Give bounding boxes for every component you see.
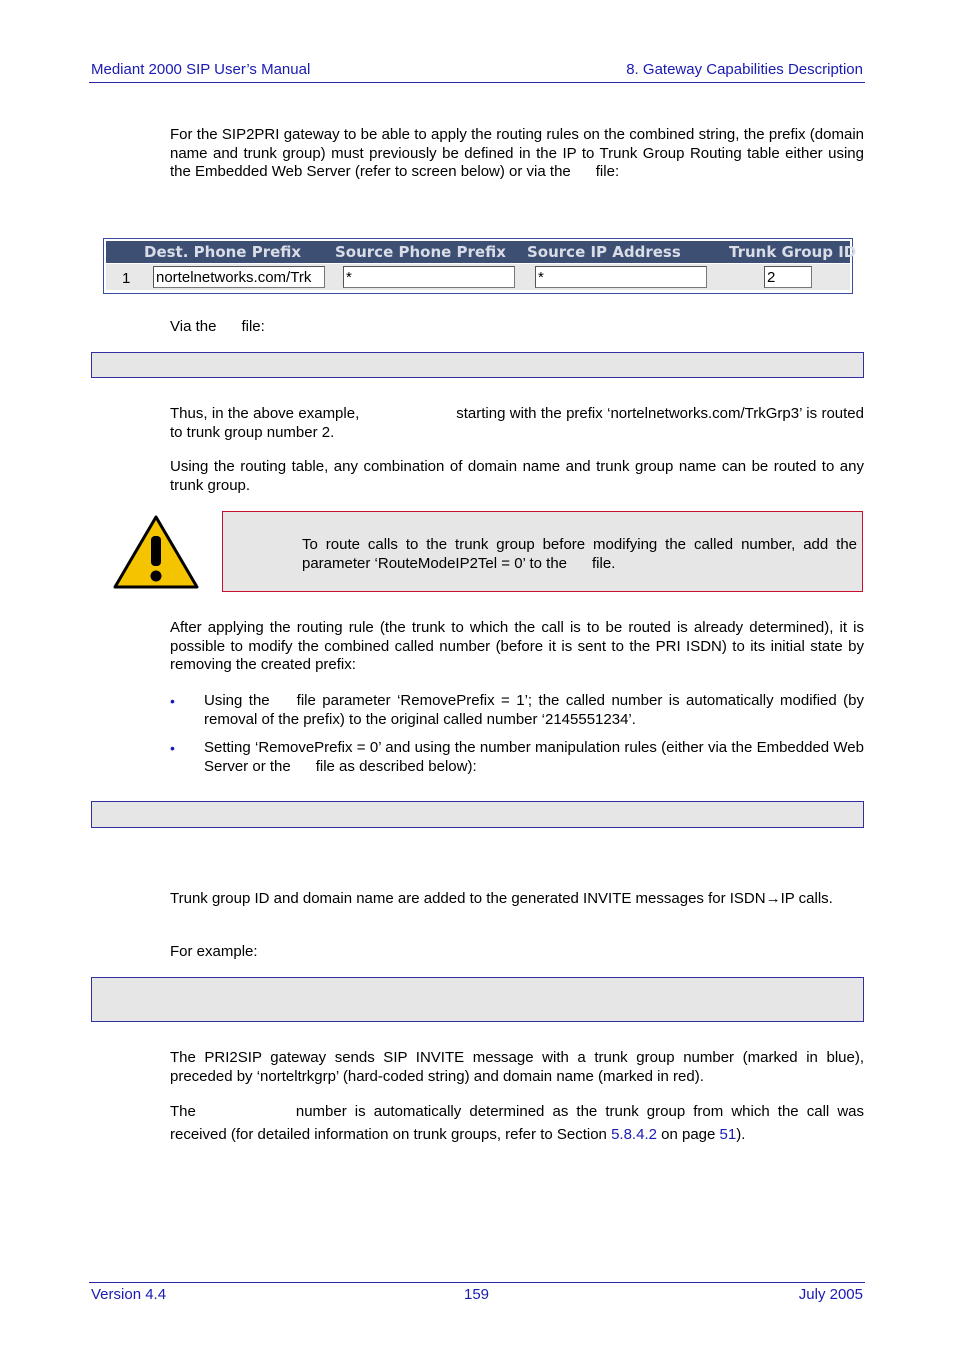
col-dest-phone-prefix: Dest. Phone Prefix bbox=[144, 243, 302, 261]
via-text-2: file: bbox=[241, 318, 265, 335]
note-box bbox=[222, 511, 863, 592]
row-index: 1 bbox=[122, 270, 131, 287]
bullet-marker: • bbox=[170, 693, 175, 709]
routing-table-paragraph: Using the routing table, any combination of domain name and trunk group name can be routed to any trunk group. bbox=[170, 458, 864, 494]
thus-text-2: starting with the prefix ‘nortelnetworks.com/TrkGrp3’ is routed to trunk group number 2. bbox=[170, 405, 864, 441]
col-source-phone-prefix: Source Phone Prefix bbox=[335, 243, 506, 261]
header-chapter-title: 8. Gateway Capabilities Description bbox=[626, 61, 863, 78]
after-paragraph: After applying the routing rule (the trunk to which the call is to be routed is already determined), it is possible to modify the combined called number (before it is sent to the PRI ISDN) to its initial state by removing the created prefix: bbox=[170, 619, 864, 674]
col-trunk-group-id: Trunk Group ID bbox=[729, 243, 857, 261]
pri2sip-paragraph: The PRI2SIP gateway sends SIP INVITE message with a trunk group number (marked in blue), preceded by ‘norteltrkgrp’ (hard-coded string) and domain name (marked in red). bbox=[170, 1049, 864, 1085]
thus-paragraph bbox=[170, 405, 864, 442]
dest-prefix-input[interactable]: nortelnetworks.com/Trk bbox=[153, 266, 325, 288]
the-number-text-1: The bbox=[170, 1103, 196, 1120]
warning-icon bbox=[113, 514, 199, 590]
the-number-text-3: on page bbox=[661, 1125, 716, 1143]
note-text-1: To route calls to the trunk group before modifying the called number, add the parameter ‘RouteModeIP2Tel = 0’ to the bbox=[302, 536, 857, 572]
section-link[interactable]: 5.8.4.2 bbox=[611, 1125, 657, 1143]
note-text-2: file. bbox=[592, 554, 616, 572]
bullet-1-text-2: file parameter ‘RemovePrefix = 1’; the called number is automatically modified (by removal of the prefix) to the original called number ‘2145551234’. bbox=[204, 692, 865, 728]
thus-text-1: Thus, in the above example, bbox=[170, 405, 360, 422]
ip-to-trunk-routing-table bbox=[103, 238, 857, 294]
footer-version: Version 4.4 bbox=[91, 1286, 167, 1303]
footer-page-number: 159 bbox=[464, 1286, 490, 1303]
table-row bbox=[106, 264, 850, 290]
footer-rule bbox=[89, 1282, 865, 1283]
header-manual-title: Mediant 2000 SIP User’s Manual bbox=[91, 61, 311, 78]
list-item bbox=[204, 739, 864, 776]
bullet-marker: • bbox=[170, 740, 175, 756]
source-prefix-input[interactable]: * bbox=[343, 266, 515, 288]
the-number-text-4: ). bbox=[736, 1125, 746, 1143]
ini-code-box-2 bbox=[91, 801, 864, 828]
bullet-2-text-1: Setting ‘RemovePrefix = 0’ and using the number manipulation rules (either via the Embedded Web Server or the bbox=[204, 739, 864, 775]
the-number-paragraph bbox=[170, 1101, 864, 1146]
for-example-paragraph: For example: bbox=[170, 943, 258, 960]
page-link[interactable]: 51 bbox=[719, 1125, 737, 1143]
trunk-group-id-input[interactable]: 2 bbox=[764, 266, 812, 288]
header-rule bbox=[89, 82, 865, 83]
list-item bbox=[204, 692, 864, 729]
ini-code-box-1 bbox=[91, 352, 864, 378]
intro-text-1: For the SIP2PRI gateway to be able to apply the routing rules on the combined string, the prefix (domain name and trunk group) must previously be defined in the IP to Trunk Group Routing table either using the Embedded Web Server (refer to screen below) or via the bbox=[170, 126, 864, 181]
table-header-row bbox=[106, 241, 857, 263]
via-text-1: Via the bbox=[170, 318, 217, 335]
note-text bbox=[302, 536, 857, 573]
bullet-1-text-1: Using the bbox=[204, 692, 270, 709]
the-number-text-2: number is automatically determined as the trunk group from which the call was received (for detailed information on trunk groups, refer to Section bbox=[170, 1103, 864, 1143]
col-source-ip-address: Source IP Address bbox=[527, 243, 681, 261]
trunk-group-id-paragraph: Trunk group ID and domain name are added to the generated INVITE messages for ISDN→IP calls. bbox=[170, 890, 833, 907]
intro-text-2: file: bbox=[595, 163, 620, 181]
invite-example-box bbox=[91, 977, 864, 1022]
intro-paragraph bbox=[170, 126, 864, 182]
footer-date: July 2005 bbox=[798, 1286, 863, 1303]
via-paragraph bbox=[170, 318, 864, 337]
bullet-2-text-2: file as described below): bbox=[315, 757, 477, 775]
source-ip-input[interactable]: * bbox=[535, 266, 707, 288]
